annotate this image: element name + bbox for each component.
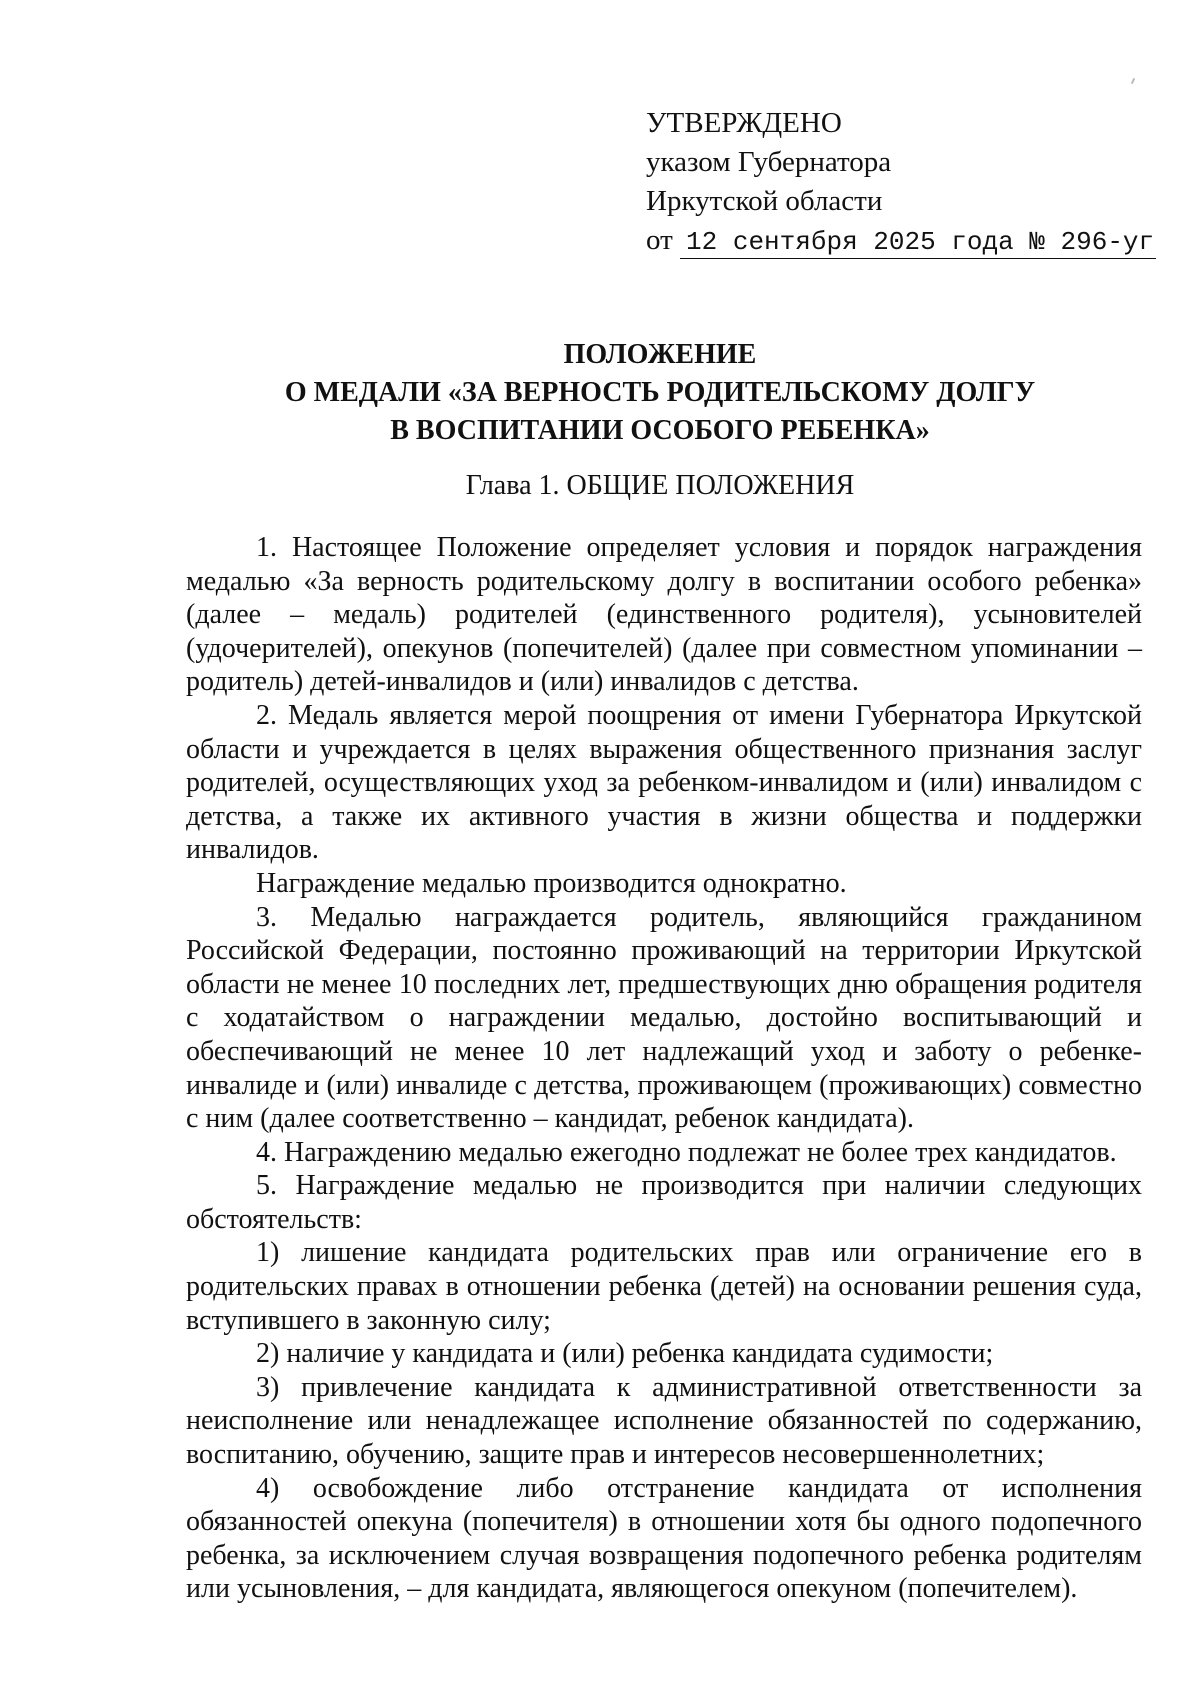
title-line-3: В ВОСПИТАНИИ ОСОБОГО РЕБЕНКА» bbox=[390, 415, 930, 446]
title-line-2: О МЕДАЛИ «ЗА ВЕРНОСТЬ РОДИТЕЛЬСКОМУ ДОЛГУ bbox=[284, 377, 1036, 408]
chapter-heading: Глава 1. ОБЩИЕ ПОЛОЖЕНИЯ bbox=[465, 470, 855, 501]
title-line-1: ПОЛОЖЕНИЕ bbox=[563, 339, 757, 370]
paragraph-2-note: Награждение медалью производится однократно. bbox=[256, 867, 847, 899]
paragraph-5: 5. Награждение медалью не производится при наличии следующих обстоятельств: bbox=[186, 1170, 1142, 1235]
subitem-3: 3) привлечение кандидата к административной ответственности за неисполнение или ненадлежащее исполнение обязанностей по содержанию, воспитанию, обучению, защите прав и интересов несовершеннолетних; bbox=[186, 1371, 1142, 1471]
document-body bbox=[186, 531, 1142, 1606]
scan-speck bbox=[1131, 78, 1135, 84]
approval-stamp-block bbox=[646, 104, 1156, 262]
approval-date-value: 12 сентября 2025 года № 296-уг bbox=[680, 227, 1156, 259]
approval-heading: УТВЕРЖДЕНО bbox=[646, 107, 842, 139]
subitem-4: 4) освобождение либо отстранение кандидата от исполнения обязанностей опекуна (попечителя) в отношении хотя бы одного подопечного ребенка, за исключением случая возвращения подопечного ребенка родителям или усыновления, – для кандидата, являющегося опекуном (попечителем). bbox=[186, 1472, 1142, 1605]
paragraph-2: 2. Медаль является мерой поощрения от имени Губернатора Иркутской области и учреждается в целях выражения общественного признания заслуг родителей, осуществляющих уход за ребенком-инвалидом и (или) инвалидом с детства, а также их активного участия в жизни общества и поддержки инвалидов. bbox=[186, 699, 1142, 866]
approval-region: Иркутской области bbox=[646, 185, 883, 217]
subitem-1: 1) лишение кандидата родительских прав или ограничение его в родительских правах в отношении ребенка (детей) на основании решения суда, вступившего в законную силу; bbox=[186, 1237, 1142, 1336]
document-title bbox=[180, 336, 1140, 450]
paragraph-3: 3. Медалью награждается родитель, являющийся гражданином Российской Федерации, постоянно проживающий на территории Иркутской области не менее 10 последних лет, предшествующих дню обращения родителя с ходатайством о награждении медалью, достойно воспитывающий и обеспечивающий не менее 10 лет надлежащий уход и заботу о ребенке-инвалиде и (или) инвалиде с детства, проживающем (проживающих) совместно с ним (далее соответственно – кандидат, ребенок кандидата). bbox=[186, 901, 1142, 1135]
approval-date-line bbox=[646, 221, 1156, 262]
paragraph-4: 4. Награждению медалью ежегодно подлежат не более трех кандидатов. bbox=[256, 1136, 1117, 1168]
subitem-2: 2) наличие у кандидата и (или) ребенка кандидата судимости; bbox=[256, 1338, 994, 1370]
approval-decree: указом Губернатора bbox=[646, 146, 892, 178]
paragraph-1: 1. Настоящее Положение определяет условия и порядок награждения медалью «За верность родительскому долгу в воспитании особого ребенка» (далее – медаль) родителей (единственного родителя), усыновителей (удочерителей), опекунов (попечителей) (далее при совместном упоминании – родитель) детей-инвалидов и (или) инвалидов с детства. bbox=[186, 532, 1142, 698]
approval-date-prefix: от bbox=[646, 224, 673, 256]
